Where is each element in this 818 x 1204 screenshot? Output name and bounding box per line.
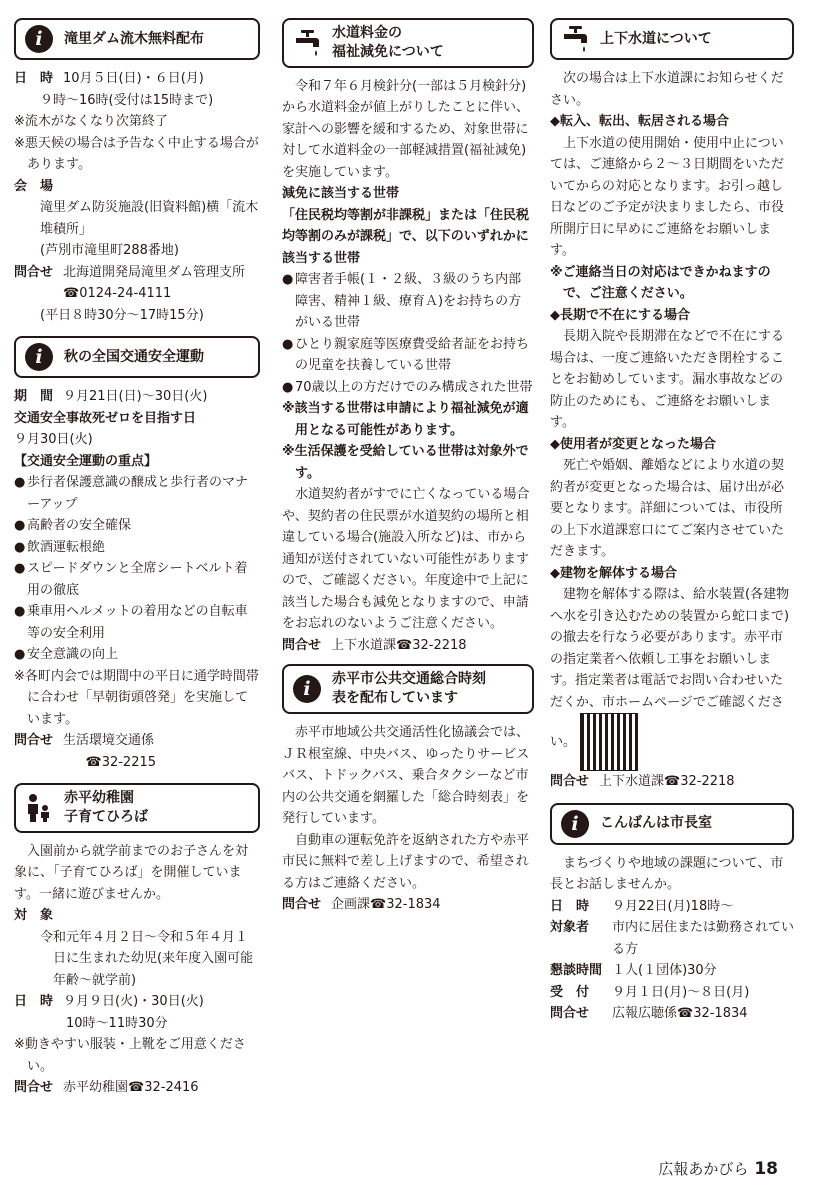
- info-icon: i: [24, 342, 54, 372]
- konban-date-row: 日 時 ９月22日(月)18時〜: [550, 898, 734, 914]
- section-title-fukushi: 水道料金の 福祉減免について: [332, 25, 444, 60]
- jougesuidou-h3: ◆使用者が変更となった場合: [550, 436, 716, 452]
- koutsu-contact-phone: ☎32-2215: [85, 754, 157, 770]
- info-icon: i: [292, 674, 322, 704]
- fukushi-subheading: 減免に該当する世帯: [282, 186, 400, 202]
- column-right: [550, 16, 794, 1025]
- list-item: ● 乗車用ヘルメットの着用などの自転車等の安全利用: [14, 604, 248, 641]
- koutsu-note: ※各町内会では期間中の平日に通学時間帯に合わせ「早朝街頭啓発」を実施しています。: [14, 668, 259, 727]
- section-header-kosodate: [14, 783, 260, 833]
- jikokuhyo-body1: 赤平市地域公共交通活性化協議会では、ＪＲ根室線、中央バス、ゆったりサービスバス、トドックバス、乗合タクシーなど市内の公共交通を網羅した「総合時刻表」を発行しています。: [282, 725, 530, 827]
- ryuboku-venue-1: 滝里ダム防災施設(旧資料館)横「流木堆積所」: [40, 200, 259, 237]
- list-item: ● 障害者手帳(１・２級、３級のうち内部障害、精神１級、療育Ａ)をお持ちの方がいる世帯: [282, 272, 522, 331]
- section-title-jougesuidou: 上下水道について: [600, 30, 712, 47]
- konban-body: まちづくりや地域の課題について、市長とお話しませんか。: [550, 855, 784, 892]
- ryuboku-time: ９時〜16時(受付は15時まで): [40, 92, 214, 108]
- column-left: [14, 16, 260, 1099]
- fukushi-note1: ※該当する世帯は申請により福祉減免が適用となる可能性があります。: [282, 401, 529, 438]
- konban-target-row: 対象者 市内に居住または勤務されている方: [550, 920, 795, 957]
- koutsu-contact-row: 問合せ 生活環境交通係: [14, 733, 155, 748]
- koutsu-zero-date: ９月30日(火): [14, 432, 93, 447]
- info-icon: i: [24, 24, 54, 54]
- page-footer: [658, 1158, 778, 1179]
- faucet-icon: [560, 24, 590, 54]
- column-middle: [282, 16, 534, 916]
- section-title-jikokuhyo: 赤平市公共交通総合時刻 表を配布しています: [332, 671, 486, 707]
- jougesuidou-h1: ◆転入、転出、転居される場合: [550, 114, 729, 129]
- list-item: ● 歩行者保護意識の醸成と歩行者のマナーアップ: [14, 475, 249, 512]
- page-number: 18: [754, 1159, 778, 1179]
- kosodate-date-row: 日 時 ９月９日(火)・30日(火): [14, 994, 204, 1010]
- ryuboku-note1: ※流木がなくなり次第終了: [14, 114, 168, 129]
- info-icon: i: [560, 809, 590, 839]
- kosodate-target-value: 令和元年４月２日〜令和５年４月１日に生まれた幼児(来年度入園可能年齢〜就学前): [40, 929, 254, 988]
- jikokuhyo-body2: 自動車の運転免許を返納された方や赤平市民に無料で差し上げますので、希望される方はご連絡ください。: [282, 832, 530, 891]
- parent-child-icon: [24, 793, 54, 823]
- fukushi-condition: 「住民税均等割が非課税」または「住民税均等割のみが課税」で、以下のいずれかに該当する世帯: [282, 207, 530, 266]
- list-item: ● 飲酒運転根絶: [14, 539, 106, 555]
- section-header-jikokuhyo: [282, 664, 534, 714]
- section-header-koutsu: [14, 336, 260, 378]
- jougesuidou-h4: ◆建物を解体する場合: [550, 565, 677, 581]
- ryuboku-venue-2: (芦別市滝里町288番地): [40, 243, 179, 258]
- publication-name: 広報あかびら: [658, 1160, 749, 1178]
- qr-code[interactable]: [580, 713, 638, 771]
- konban-time-row: 懇談時間 １人(１団体)30分: [550, 963, 717, 978]
- faucet-icon: [292, 28, 322, 58]
- list-item: ● 70歳以上の方だけでのみ構成された世帯: [282, 379, 533, 395]
- ryuboku-venue-label: 会 場: [14, 178, 54, 194]
- koutsu-zero-day: 交通安全事故死ゼロを目指す日: [14, 410, 197, 426]
- konban-accept-row: 受 付 ９月１日(月)〜８日(月): [550, 984, 750, 1000]
- jougesuidou-p4: 建物を解体する際は、給水装置(各建物へ水を引き込むための装置から蛇口まで)の撤去を行なう必要があります。赤平市の指定業者へ依頼し工事をお願いします。指定業者は電話でお問い合わせいただくか、市ホームページでご確認ください。: [550, 584, 794, 771]
- section-title-kosodate: 赤平幼稚園 子育てひろば: [64, 790, 148, 825]
- jougesuidou-p2: 長期入院や長期滞在などで不在にする場合は、一度ご連絡いただき閉栓することをお勧めしています。漏水事故などの防止のためにも、ご連絡をお願いします。: [550, 329, 785, 430]
- ryuboku-contact-row: 問合せ 北海道開発局滝里ダム管理支所☎0124-24-4111: [14, 264, 246, 301]
- fukushi-contact-row: 問合せ 上下水道課☎32-2218: [282, 637, 467, 653]
- koutsu-period-row: 期 間 ９月21日(日)〜30日(火): [14, 389, 208, 404]
- section-header-konban: [550, 803, 794, 845]
- jikokuhyo-contact-row: 問合せ 企画課☎32-1834: [282, 897, 441, 913]
- fukushi-body1: 令和７年６月検針分(一部は５月検針分)から水道料金が値上がりしたことに伴い、家計への影響を緩和するため、対象世帯に対して水道料金の一部軽減措置(福祉減免)を実施しています。: [282, 78, 530, 180]
- section-header-jougesuidou: [550, 18, 794, 60]
- fukushi-body2: 水道契約者がすでに亡くなっている場合や、契約者の住民票が水道契約の場所と相違している場合(施設入所など)は、市から通知が送付されていない可能性がありますので、ご確認ください。年度途中で上記に該当した場合も減免となりますので、申請をお忘れのないようご注意ください。: [282, 487, 530, 632]
- kosodate-contact-row: 問合せ 赤平幼稚園☎32-2416: [14, 1080, 199, 1096]
- jougesuidou-n1: ※ご連絡当日の対応はできかねますので、ご注意ください。: [550, 264, 771, 301]
- kosodate-time: 10時〜11時30分: [66, 1015, 168, 1031]
- kosodate-body: 入園前から就学前までのお子さんを対象に、「子育てひろば」を開催しています。一緒に遊びませんか。: [14, 843, 249, 902]
- jougesuidou-intro: 次の場合は上下水道課にお知らせください。: [550, 71, 784, 108]
- fukushi-note2: ※生活保護を受給している世帯は対象外です。: [282, 444, 529, 481]
- jougesuidou-p1: 上下水道の使用開始・使用中止については、ご連絡から２〜３日期間をいただいてからの対応となります。お引っ越し日などのご予定が決まりましたら、市役所開庁日に早めにご連絡をお願いします。: [550, 135, 785, 258]
- jougesuidou-contact-row: 問合せ 上下水道課☎32-2218: [550, 774, 735, 789]
- section-title-konban: こんばんは市長室: [600, 815, 712, 832]
- kosodate-note: ※動きやすい服装・上靴をご用意ください。: [14, 1037, 246, 1074]
- section-title-koutsu: 秋の全国交通安全運動: [64, 348, 204, 365]
- section-title-ryuboku: 滝里ダム流木無料配布: [64, 30, 204, 47]
- ryuboku-note2: ※悪天候の場合は予告なく中止する場合があります。: [14, 135, 259, 172]
- ryuboku-date-row: 日 時 10月５日(日)・６日(月): [14, 71, 204, 86]
- section-header-fukushi: [282, 18, 534, 68]
- section-header-ryuboku: [14, 18, 260, 60]
- kosodate-target-label: 対 象: [14, 908, 54, 924]
- koutsu-focus-heading: 【交通安全運動の重点】: [14, 453, 158, 469]
- jougesuidou-h2: ◆長期で不在にする場合: [550, 307, 690, 323]
- list-item: ● 安全意識の向上: [14, 647, 119, 662]
- list-item: ● スピードダウンと全席シートベルト着用の徹底: [14, 561, 248, 598]
- jougesuidou-p3: 死亡や婚姻、離婚などにより水道の契約者が変更となった場合は、届け出が必要となります。詳細については、市役所の上下水道課窓口にてご案内させていただきます。: [550, 458, 785, 559]
- konban-contact-row: 問合せ 広報広聴係☎32-1834: [550, 1006, 748, 1021]
- list-item: ● 高齢者の安全確保: [14, 518, 132, 533]
- list-item: ● ひとり親家庭等医療費受給者証をお持ちの児童を扶養している世帯: [282, 336, 530, 374]
- ryuboku-contact-hours: (平日８時30分〜17時15分): [40, 307, 204, 323]
